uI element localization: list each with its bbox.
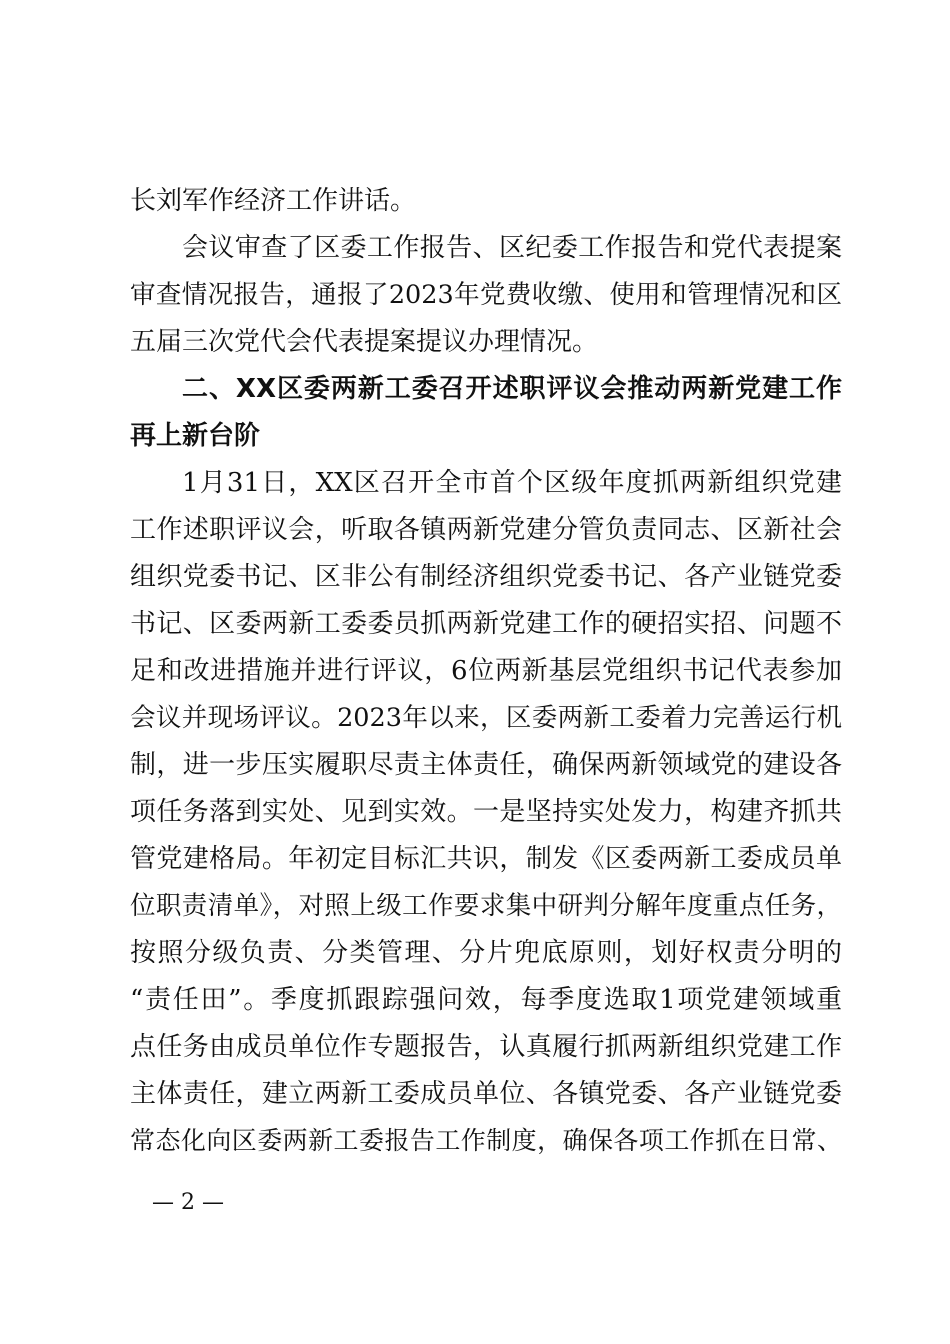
paragraph-line: 制，进一步压实履职尽责主体责任，确保两新领域党的建设各 xyxy=(130,750,842,780)
page-number: — 2 — xyxy=(152,1190,224,1215)
paragraph-line: 五届三次党代会代表提案提议办理情况。 xyxy=(130,327,599,357)
paragraph-line: 1月31日，XX区召开全市首个区级年度抓两新组织党建 xyxy=(182,468,842,498)
paragraph-line: 项任务落到实处、见到实效。一是坚持实处发力，构建齐抓共 xyxy=(130,797,842,827)
section-heading-line: 二、XX区委两新工委召开述职评议会推动两新党建工作 xyxy=(182,374,842,404)
paragraph-line: 位职责清单》，对照上级工作要求集中研判分解年度重点任务， xyxy=(130,891,842,921)
paragraph-line: 点任务由成员单位作专题报告，认真履行抓两新组织党建工作 xyxy=(130,1032,842,1062)
paragraph-line: “责任田”。季度抓跟踪强问效，每季度选取1项党建领域重 xyxy=(130,985,842,1015)
paragraph-line: 工作述职评议会，听取各镇两新党建分管负责同志、区新社会 xyxy=(130,515,842,545)
paragraph-line: 组织党委书记、区非公有制经济组织党委书记、各产业链党委 xyxy=(130,562,842,592)
section-heading-line: 再上新台阶 xyxy=(130,421,261,451)
paragraph-line: 书记、区委两新工委委员抓两新党建工作的硬招实招、问题不 xyxy=(130,609,842,639)
paragraph-line: 管党建格局。年初定目标汇共识，制发《区委两新工委成员单 xyxy=(130,844,842,874)
paragraph-line: 主体责任，建立两新工委成员单位、各镇党委、各产业链党委 xyxy=(130,1079,842,1109)
paragraph-line: 常态化向区委两新工委报告工作制度，确保各项工作抓在日常、 xyxy=(130,1126,842,1155)
paragraph-line: 按照分级负责、分类管理、分片兜底原则，划好权责分明的 xyxy=(130,938,842,968)
paragraph-line: 会议审查了区委工作报告、区纪委工作报告和党代表提案 xyxy=(182,233,842,263)
paragraph-line: 长刘军作经济工作讲话。 xyxy=(130,186,417,216)
paragraph-line: 足和改进措施并进行评议，6位两新基层党组织书记代表参加 xyxy=(130,656,842,686)
paragraph-line: 会议并现场评议。2023年以来，区委两新工委着力完善运行机 xyxy=(130,703,842,733)
paragraph-line: 审查情况报告，通报了2023年党费收缴、使用和管理情况和区 xyxy=(130,280,842,310)
